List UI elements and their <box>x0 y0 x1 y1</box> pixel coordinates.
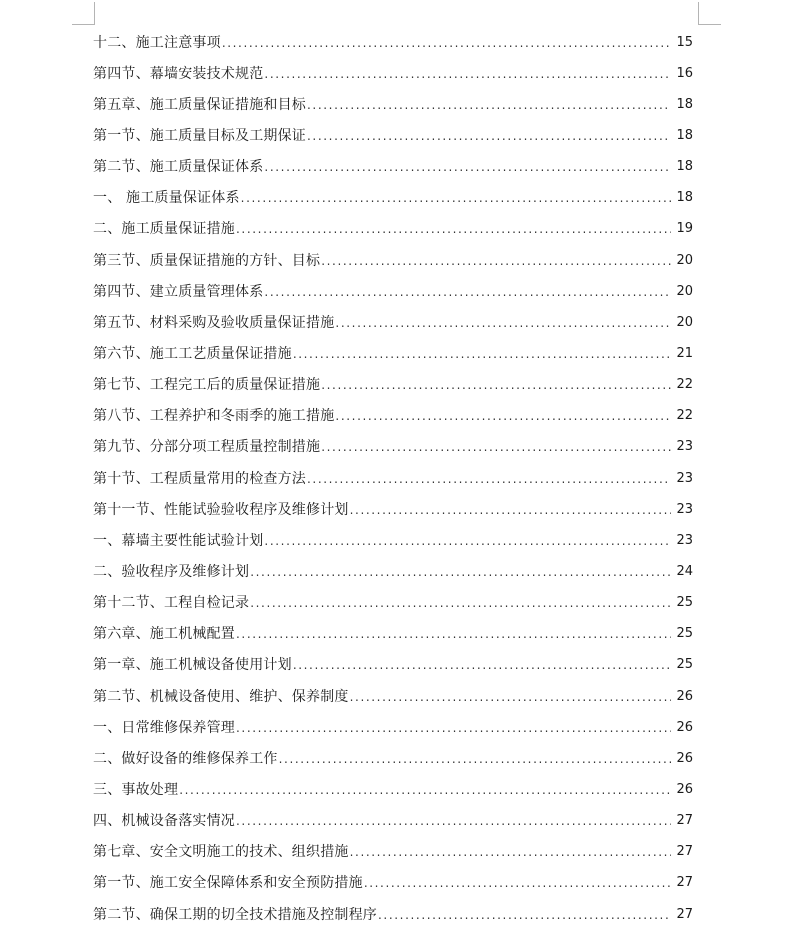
toc-entry[interactable] <box>93 806 693 837</box>
toc-entry-title: 第三节、质量保证措施的方针、目标 <box>93 252 321 269</box>
toc-entry-title: 二、做好设备的维修保养工作 <box>93 750 278 767</box>
toc-entry-title: 第四节、建立质量管理体系 <box>93 283 264 300</box>
toc-entry-page-number: 25 <box>676 626 693 642</box>
toc-dot-leader <box>264 66 671 82</box>
toc-entry-title: 第八节、工程养护和冬雨季的施工措施 <box>93 408 335 425</box>
toc-entry-title: 一、日常维修保养管理 <box>93 719 235 736</box>
toc-entry-page-number: 27 <box>676 906 693 922</box>
toc-entry-title: 第十一节、性能试验验收程序及维修计划 <box>93 501 349 518</box>
toc-entry-page-number: 27 <box>676 844 693 860</box>
toc-dot-leader <box>307 128 671 144</box>
toc-entry-page-number: 21 <box>676 345 693 361</box>
toc-dot-leader <box>236 720 671 736</box>
toc-dot-leader <box>321 377 671 393</box>
toc-dot-leader <box>321 439 671 455</box>
toc-entry[interactable] <box>93 183 693 214</box>
toc-dot-leader <box>350 689 671 705</box>
toc-entry[interactable] <box>93 27 693 58</box>
toc-entry-page-number: 27 <box>676 813 693 829</box>
crop-mark-top-right <box>698 2 721 25</box>
toc-entry[interactable] <box>93 774 693 805</box>
toc-dot-leader <box>250 595 671 611</box>
toc-dot-leader <box>293 346 671 362</box>
toc-entry-title: 第九节、分部分项工程质量控制措施 <box>93 439 321 456</box>
toc-dot-leader <box>279 751 671 767</box>
toc-entry[interactable] <box>93 89 693 120</box>
toc-entry-page-number: 18 <box>676 190 693 206</box>
toc-dot-leader <box>236 626 671 642</box>
toc-entry[interactable] <box>93 899 693 930</box>
toc-dot-leader <box>335 315 671 331</box>
toc-entry[interactable] <box>93 245 693 276</box>
toc-entry-title: 二、施工质量保证措施 <box>93 221 235 238</box>
toc-dot-leader <box>364 875 671 891</box>
toc-entry[interactable] <box>93 868 693 899</box>
toc-entry[interactable] <box>93 276 693 307</box>
toc-entry-page-number: 26 <box>676 750 693 766</box>
toc-entry[interactable] <box>93 152 693 183</box>
toc-dot-leader <box>236 221 671 237</box>
toc-entry-title: 第十二节、工程自检记录 <box>93 595 250 612</box>
toc-entry[interactable] <box>93 837 693 868</box>
toc-dot-leader <box>350 844 671 860</box>
toc-entry-title: 三、事故处理 <box>93 781 179 798</box>
toc-entry[interactable] <box>93 494 693 525</box>
toc-entry-title: 第一节、施工质量目标及工期保证 <box>93 127 306 144</box>
toc-entry-title: 第一节、施工安全保障体系和安全预防措施 <box>93 875 363 892</box>
toc-entry-title: 第五章、施工质量保证措施和目标 <box>93 96 306 113</box>
toc-entry[interactable] <box>93 463 693 494</box>
toc-entry[interactable] <box>93 370 693 401</box>
toc-entry-page-number: 26 <box>676 719 693 735</box>
toc-entry[interactable] <box>93 619 693 650</box>
toc-entry-page-number: 25 <box>676 595 693 611</box>
toc-dot-leader <box>179 782 671 798</box>
toc-dot-leader <box>378 907 671 923</box>
toc-entry[interactable] <box>93 401 693 432</box>
toc-entry-title: 第六章、施工机械配置 <box>93 626 235 643</box>
toc-dot-leader <box>264 159 671 175</box>
toc-dot-leader <box>307 471 671 487</box>
toc-entry-page-number: 25 <box>676 657 693 673</box>
crop-mark-top-left <box>72 2 95 25</box>
toc-dot-leader <box>236 813 671 829</box>
toc-entry[interactable] <box>93 338 693 369</box>
toc-entry[interactable] <box>93 681 693 712</box>
toc-entry[interactable] <box>93 712 693 743</box>
toc-entry-title: 第二节、确保工期的切全技术措施及控制程序 <box>93 906 377 923</box>
toc-entry-page-number: 19 <box>676 221 693 237</box>
toc-entry-page-number: 23 <box>676 439 693 455</box>
toc-dot-leader <box>222 35 671 51</box>
toc-entry-page-number: 24 <box>676 563 693 579</box>
toc-entry-page-number: 26 <box>676 781 693 797</box>
toc-entry[interactable] <box>93 214 693 245</box>
toc-entry-title: 第七章、安全文明施工的技术、组织措施 <box>93 844 349 861</box>
toc-entry[interactable] <box>93 432 693 463</box>
toc-entry-page-number: 22 <box>676 377 693 393</box>
toc-dot-leader <box>264 533 671 549</box>
toc-dot-leader <box>241 190 671 206</box>
toc-entry-title: 第二节、机械设备使用、维护、保养制度 <box>93 688 349 705</box>
toc-entry-page-number: 18 <box>676 159 693 175</box>
toc-entry-title: 第二节、施工质量保证体系 <box>93 159 264 176</box>
toc-dot-leader <box>321 253 671 269</box>
toc-dot-leader <box>350 502 671 518</box>
toc-entry-page-number: 23 <box>676 532 693 548</box>
toc-entry-page-number: 23 <box>676 501 693 517</box>
toc-entry[interactable] <box>93 525 693 556</box>
toc-entry-page-number: 16 <box>676 65 693 81</box>
toc-entry-title: 第五节、材料采购及验收质量保证措施 <box>93 314 335 331</box>
toc-entry[interactable] <box>93 556 693 587</box>
toc-dot-leader <box>264 284 671 300</box>
toc-dot-leader <box>335 408 671 424</box>
toc-entry-page-number: 27 <box>676 875 693 891</box>
table-of-contents <box>93 27 693 930</box>
toc-dot-leader <box>293 657 671 673</box>
toc-entry[interactable] <box>93 743 693 774</box>
toc-entry-page-number: 20 <box>676 314 693 330</box>
toc-entry-title: 第一章、施工机械设备使用计划 <box>93 657 292 674</box>
toc-entry-title: 第七节、工程完工后的质量保证措施 <box>93 377 321 394</box>
toc-entry-title: 一、 施工质量保证体系 <box>93 190 240 207</box>
toc-entry[interactable] <box>93 650 693 681</box>
toc-dot-leader <box>250 564 671 580</box>
toc-entry[interactable] <box>93 58 693 89</box>
toc-entry-title: 第四节、幕墙安装技术规范 <box>93 65 264 82</box>
toc-entry-page-number: 22 <box>676 408 693 424</box>
toc-entry-title: 一、幕墙主要性能试验计划 <box>93 532 264 549</box>
toc-entry-title: 第十节、工程质量常用的检查方法 <box>93 470 306 487</box>
toc-entry-page-number: 20 <box>676 283 693 299</box>
toc-entry-title: 十二、施工注意事项 <box>93 34 221 51</box>
toc-entry-page-number: 23 <box>676 470 693 486</box>
toc-entry[interactable] <box>93 588 693 619</box>
toc-entry-title: 第六节、施工工艺质量保证措施 <box>93 345 292 362</box>
toc-entry[interactable] <box>93 307 693 338</box>
toc-entry-page-number: 18 <box>676 96 693 112</box>
toc-entry-page-number: 18 <box>676 127 693 143</box>
toc-dot-leader <box>307 97 671 113</box>
toc-entry-title: 二、验收程序及维修计划 <box>93 563 250 580</box>
toc-entry-title: 四、机械设备落实情况 <box>93 813 235 830</box>
toc-entry-page-number: 15 <box>676 34 693 50</box>
toc-entry[interactable] <box>93 120 693 151</box>
toc-entry-page-number: 26 <box>676 688 693 704</box>
toc-entry-page-number: 20 <box>676 252 693 268</box>
